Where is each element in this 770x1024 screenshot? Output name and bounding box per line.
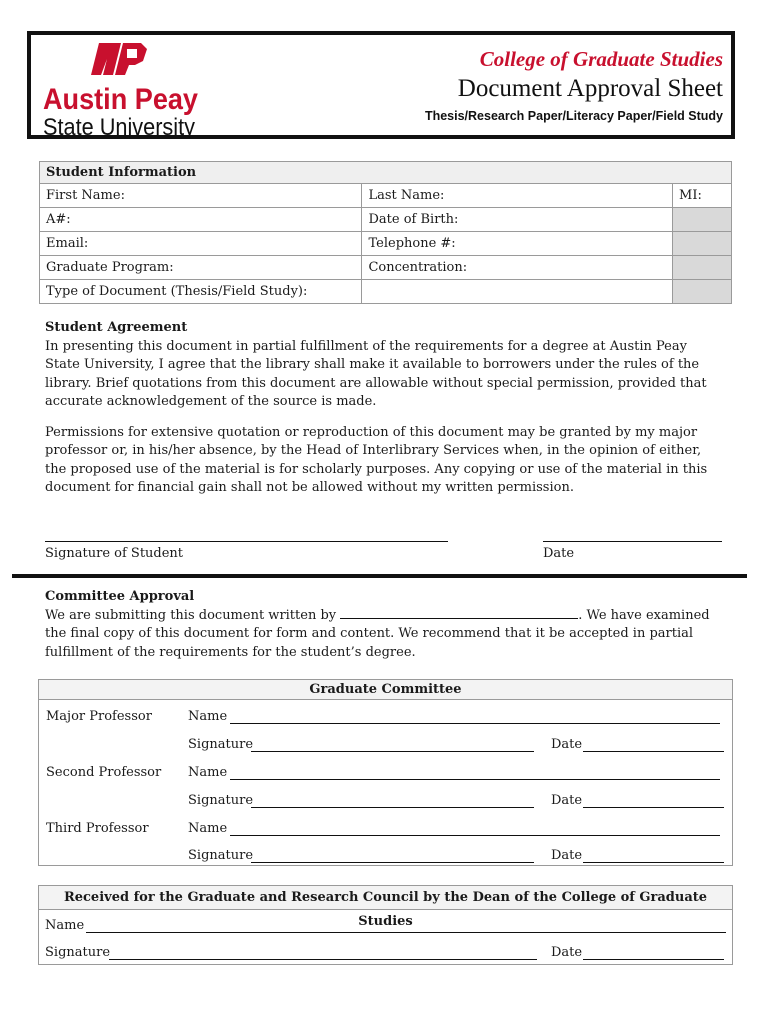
second-name-label: Name xyxy=(188,765,228,780)
graduate-program-field[interactable]: Graduate Program: xyxy=(40,256,362,280)
student-agreement xyxy=(45,319,725,498)
major-professor-label: Major Professor xyxy=(46,709,152,724)
major-name-label: Name xyxy=(188,709,228,724)
a-number-field[interactable]: A#: xyxy=(40,208,362,232)
student-info-table xyxy=(39,161,732,304)
committee-approval xyxy=(45,588,725,662)
agreement-title: Student Agreement xyxy=(45,320,188,335)
document-type-field[interactable]: Type of Document (Thesis/Field Study): xyxy=(40,280,362,304)
agreement-paragraph-2: Permissions for extensive quotation or reproduction of this document may be granted by my major professor or, in his/her absence, by the Head of Interlibrary Services when, in the opinion of either, the proposed use of the material is for scholarly purposes. Any copying or use of the material in this document for financial gain shall not be allowed without my written permission. xyxy=(45,424,708,495)
mi-field[interactable]: MI: xyxy=(673,184,732,208)
shaded-cell xyxy=(673,256,732,280)
student-date-label: Date xyxy=(543,546,575,561)
document-type-value[interactable] xyxy=(362,280,673,304)
student-info-heading: Student Information xyxy=(40,162,732,184)
received-date-line[interactable] xyxy=(583,959,724,960)
third-date-label: Date xyxy=(551,848,583,863)
third-date-line[interactable] xyxy=(583,862,724,863)
second-professor-label: Second Professor xyxy=(46,765,162,780)
telephone-field[interactable]: Telephone #: xyxy=(362,232,673,256)
received-date-label: Date xyxy=(551,945,583,960)
third-name-line[interactable] xyxy=(230,835,720,836)
second-signature-line[interactable] xyxy=(251,807,534,808)
major-date-label: Date xyxy=(551,737,583,752)
document-title: Document Approval Sheet xyxy=(457,75,723,102)
major-date-line[interactable] xyxy=(583,751,724,752)
committee-text-before: We are submitting this document written by xyxy=(45,607,337,623)
received-heading: Received for the Graduate and Research Council by the Dean of the College of Graduate Studies xyxy=(39,886,732,910)
author-name-line[interactable] xyxy=(340,607,578,619)
austin-peay-logo xyxy=(41,39,201,139)
second-date-label: Date xyxy=(551,793,583,808)
committee-paragraph xyxy=(45,607,725,663)
graduate-committee-table xyxy=(38,679,733,866)
second-date-line[interactable] xyxy=(583,807,724,808)
email-field[interactable]: Email: xyxy=(40,232,362,256)
student-signature-line[interactable] xyxy=(45,541,448,542)
received-signature-line[interactable] xyxy=(109,959,537,960)
student-date-line[interactable] xyxy=(543,541,722,542)
second-name-line[interactable] xyxy=(230,779,720,780)
shaded-cell xyxy=(673,232,732,256)
document-subtitle: Thesis/Research Paper/Literacy Paper/Field Study xyxy=(424,109,723,123)
student-signature-label: Signature of Student xyxy=(45,546,184,561)
shaded-cell xyxy=(673,208,732,232)
committee-text-after: . We have examined the final copy of this document for form and content. We recommend that it be accepted in partial fulfillment of the requirements for the student’s degree. xyxy=(45,607,710,660)
graduate-committee-heading: Graduate Committee xyxy=(39,680,732,700)
major-name-line[interactable] xyxy=(230,723,720,724)
major-signature-label: Signature xyxy=(188,737,254,752)
concentration-field[interactable]: Concentration: xyxy=(362,256,673,280)
received-name-label: Name xyxy=(45,918,85,933)
second-signature-label: Signature xyxy=(188,793,254,808)
first-name-field[interactable]: First Name: xyxy=(40,184,362,208)
dob-field[interactable]: Date of Birth: xyxy=(362,208,673,232)
svg-text:State University: State University xyxy=(43,114,195,139)
received-name-line[interactable] xyxy=(86,932,726,933)
third-professor-label: Third Professor xyxy=(46,821,149,836)
received-signature-label: Signature xyxy=(45,945,111,960)
section-divider xyxy=(12,574,747,578)
received-box xyxy=(38,885,733,965)
college-name: College of Graduate Studies xyxy=(479,47,723,71)
svg-text:Austin Peay: Austin Peay xyxy=(43,83,199,116)
major-signature-line[interactable] xyxy=(251,751,534,752)
committee-title: Committee Approval xyxy=(45,589,195,604)
third-name-label: Name xyxy=(188,821,228,836)
shaded-cell xyxy=(673,280,732,304)
last-name-field[interactable]: Last Name: xyxy=(362,184,673,208)
agreement-paragraph-1: In presenting this document in partial fulfillment of the requirements for a degree at Austin Peay State University, I agree that the library shall make it available to borrowers under the rules of the library. Brief quotations from this document are allowable without special permission, provided that accurate acknowledgement of the source is made. xyxy=(45,338,707,409)
third-signature-line[interactable] xyxy=(251,862,534,863)
header-box xyxy=(27,31,735,139)
third-signature-label: Signature xyxy=(188,848,254,863)
